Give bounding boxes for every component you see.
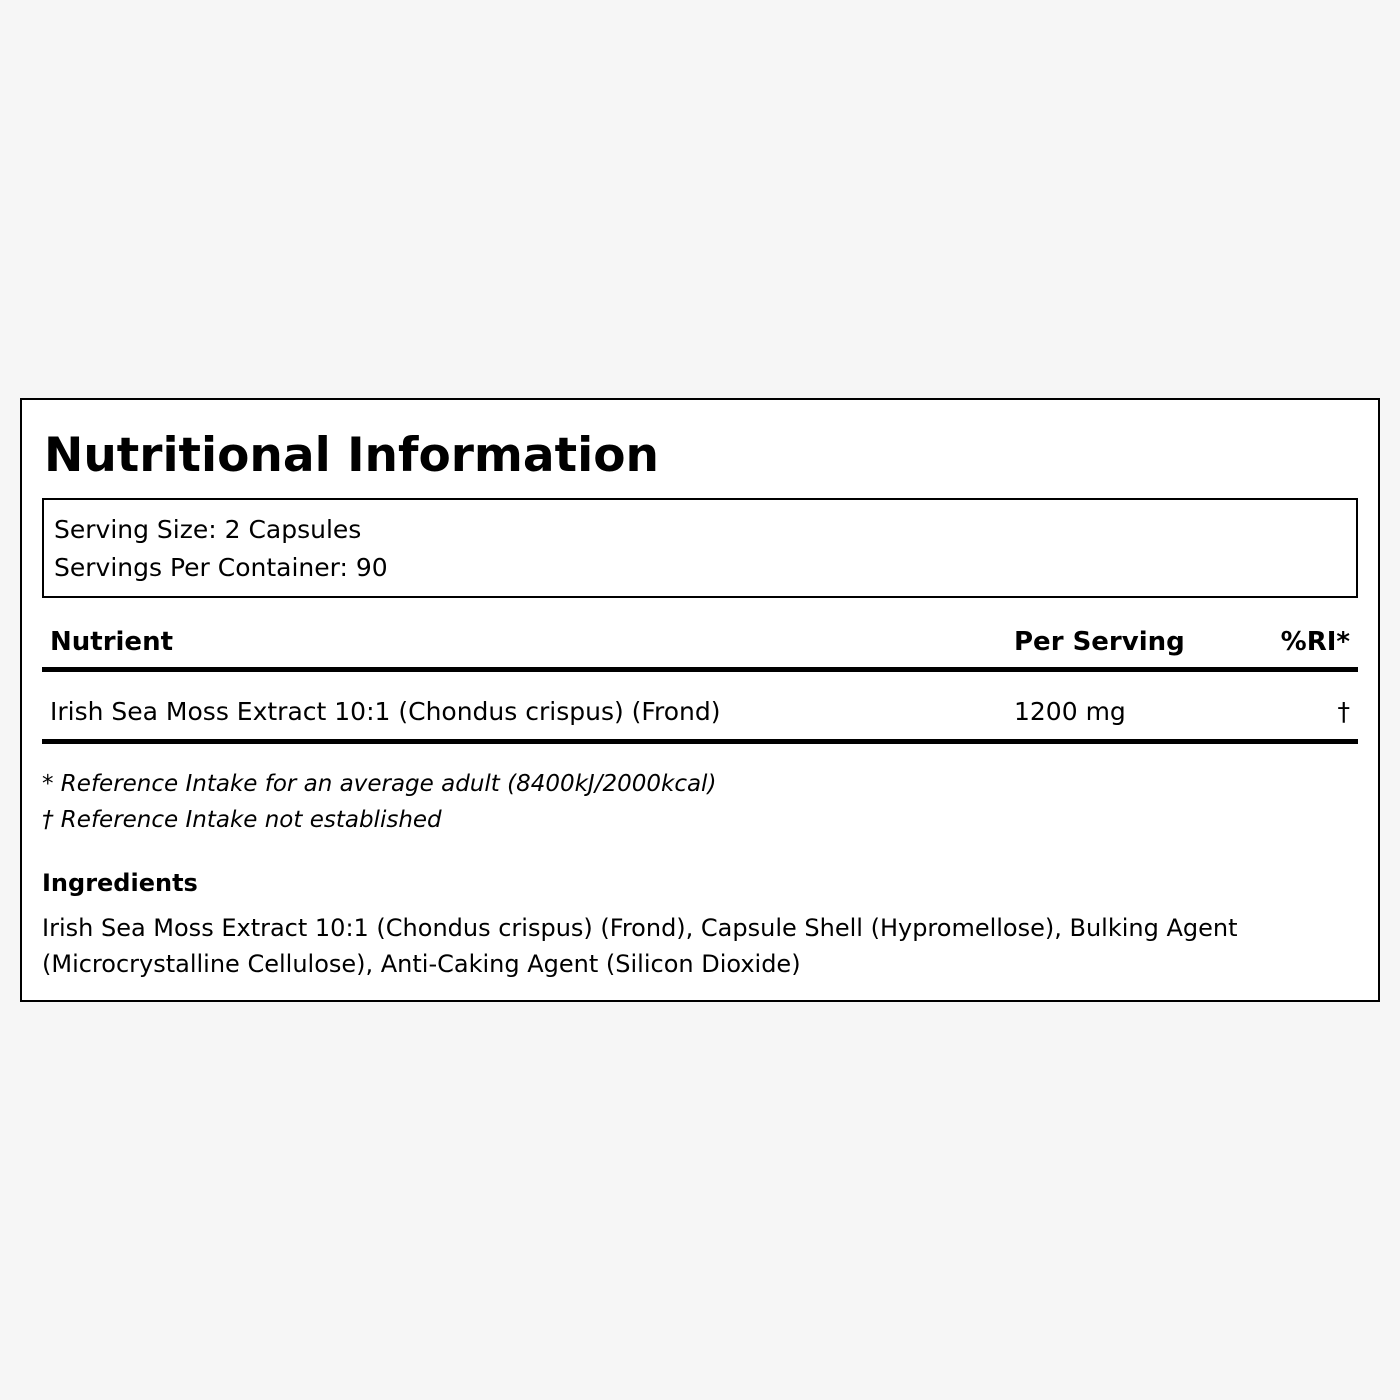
table-bottom-rule: [42, 739, 1358, 744]
serving-info-box: [42, 498, 1358, 598]
table-top-rule: [42, 667, 1358, 672]
ingredients-text: Irish Sea Moss Extract 10:1 (Chondus crispus) (Frond), Capsule Shell (Hypromellose), Bulking Agent (Microcrystalline Cellulose), Anti-Caking Agent (Silicon Dioxide): [42, 914, 1238, 978]
header-ri: %RI*: [1280, 627, 1350, 657]
nutrition-panel: [20, 398, 1380, 1002]
header-per-serving: Per Serving: [1014, 627, 1185, 657]
header-nutrient: Nutrient: [50, 627, 174, 657]
row-per-serving: 1200 mg: [1014, 697, 1126, 726]
footnote-not-established: † Reference Intake not established: [42, 807, 442, 833]
row-nutrient-name: Irish Sea Moss Extract 10:1 (Chondus crispus) (Frond): [50, 697, 721, 726]
panel-title: Nutritional Information: [44, 428, 659, 483]
serving-size: Serving Size: 2 Capsules: [54, 515, 362, 544]
footnote-reference-intake: * Reference Intake for an average adult (8400kJ/2000kcal): [42, 771, 717, 797]
ingredients-heading: Ingredients: [42, 869, 198, 897]
servings-per-container: Servings Per Container: 90: [54, 553, 388, 582]
row-ri: †: [1337, 697, 1350, 726]
